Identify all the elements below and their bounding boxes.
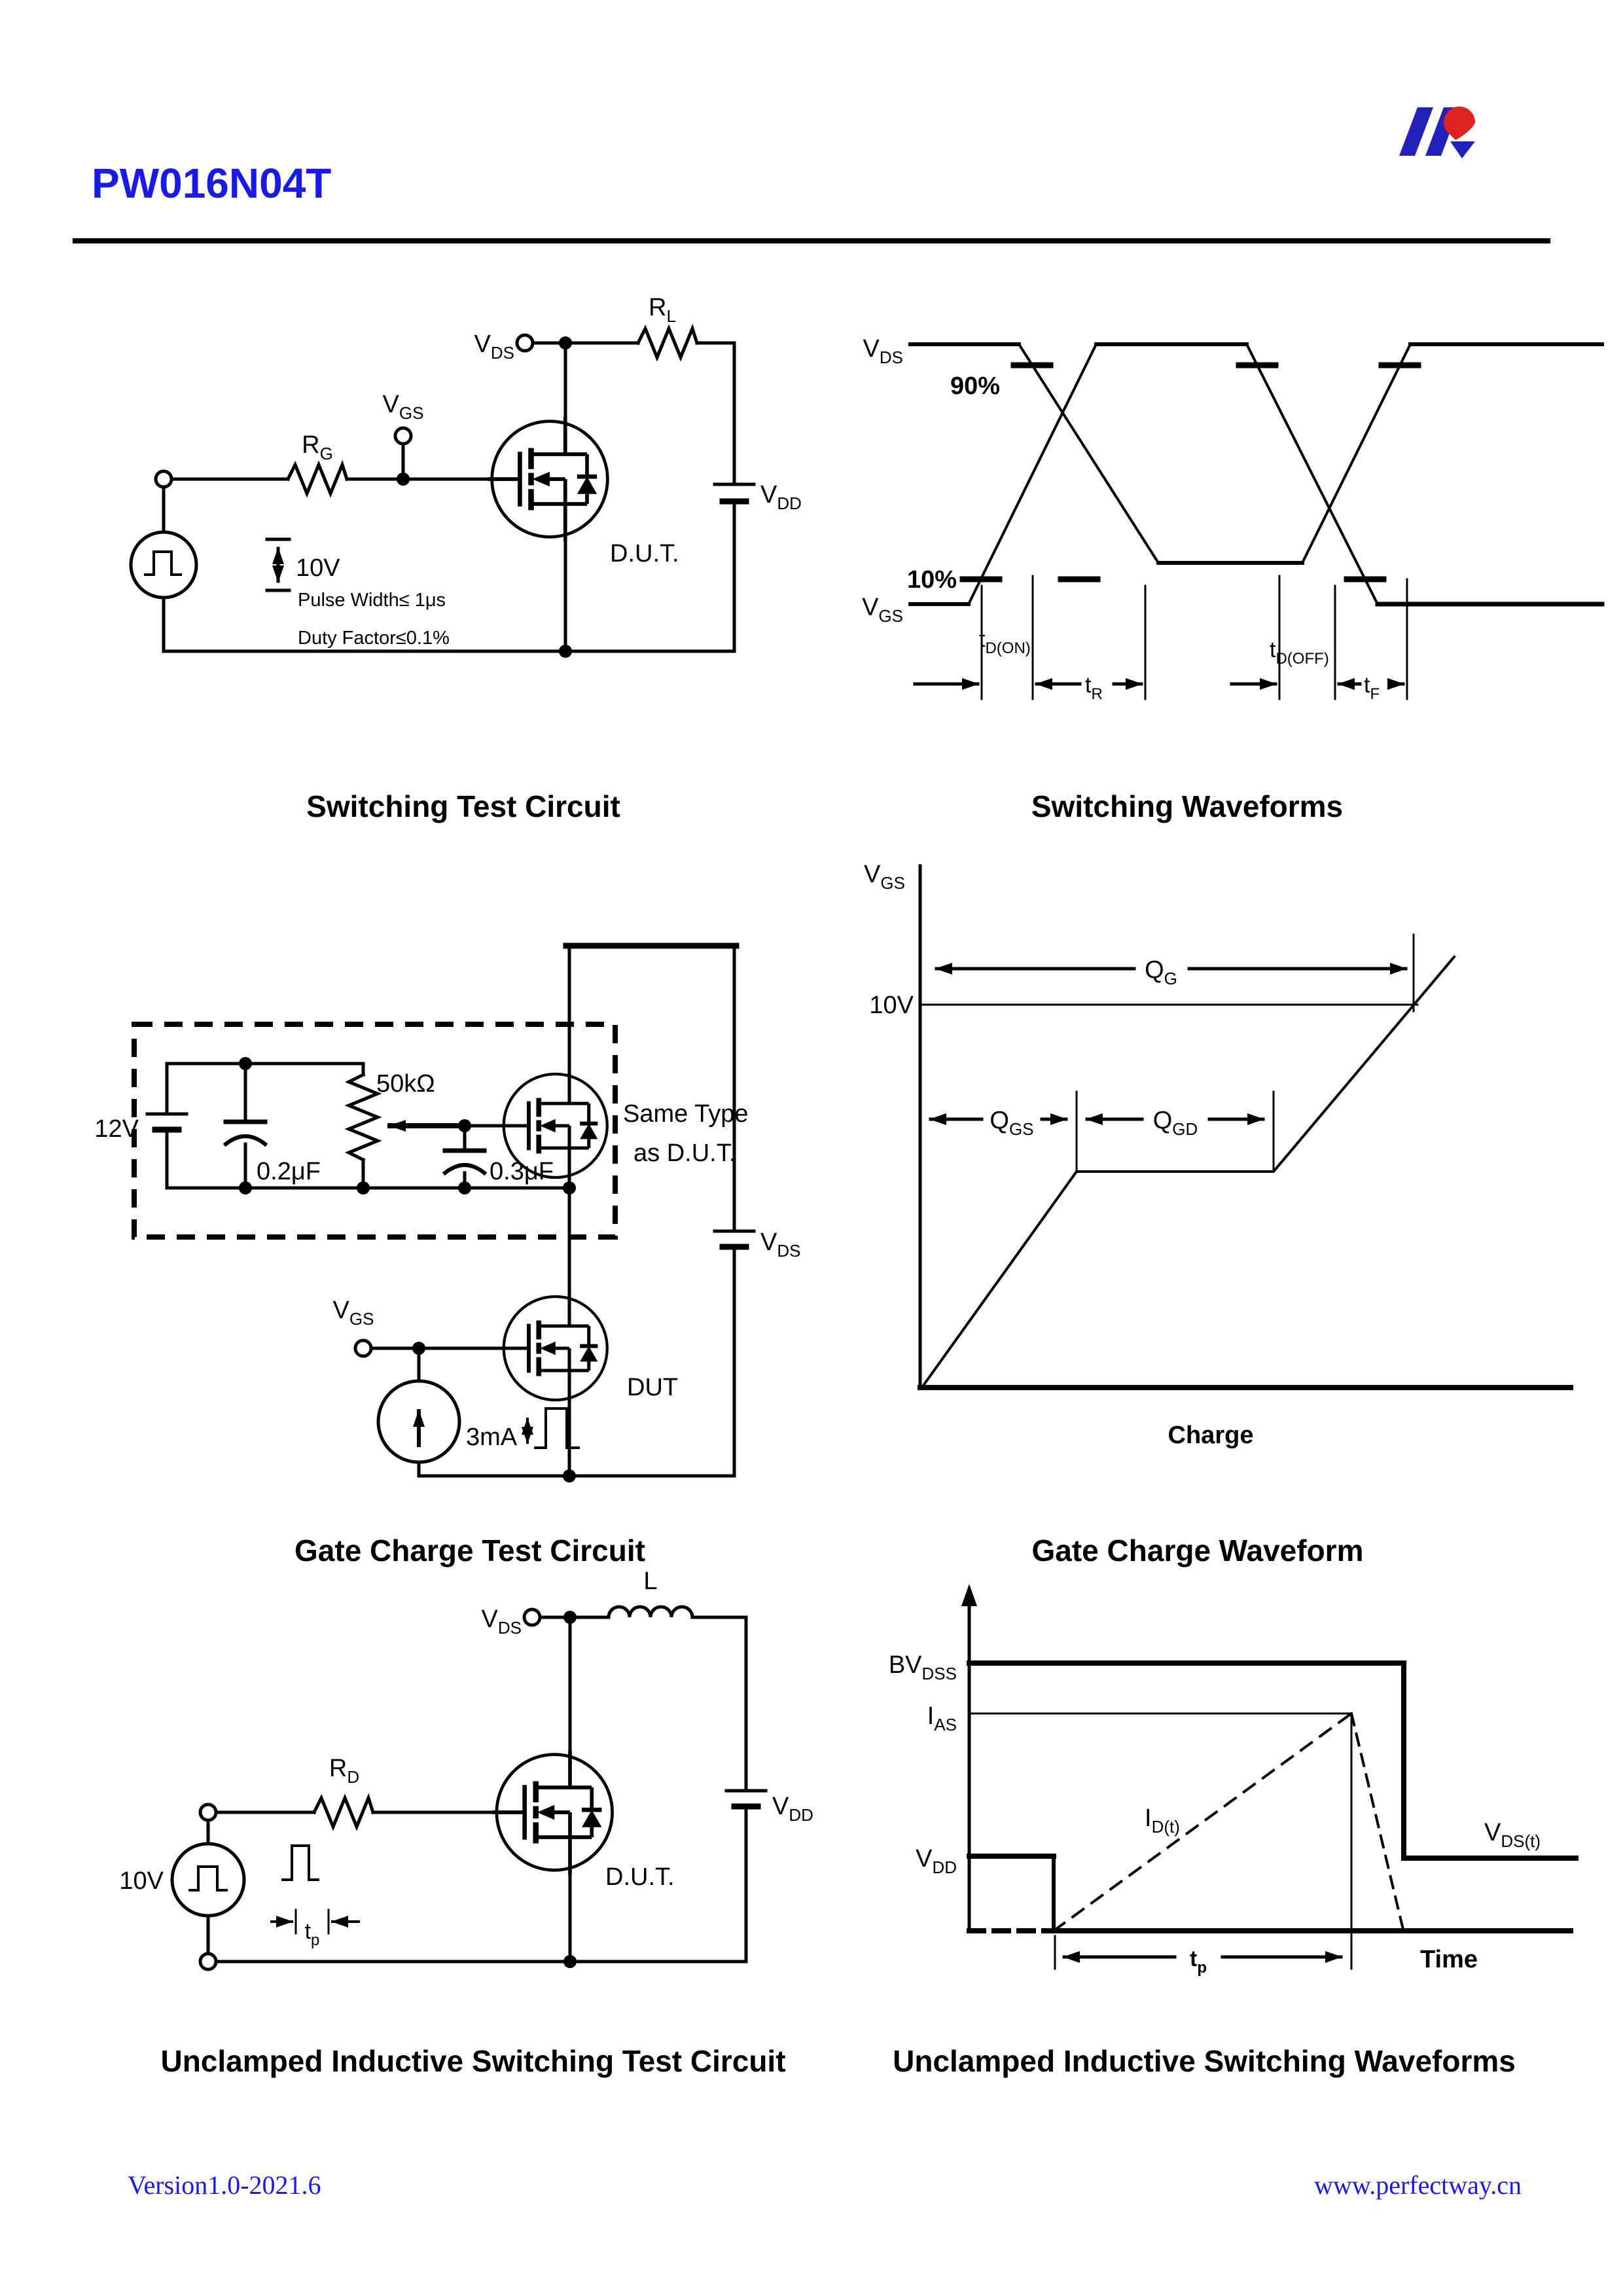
vdd-label: $V_{DD}$ [772,1793,813,1825]
fig-switching-waveforms [862,335,1602,823]
page-title: PW016N04T [92,160,332,207]
vgs-label: $V_{GS}$ [332,1297,374,1329]
rd-label: $R_D$ [329,1755,360,1787]
footer [128,2170,1522,2200]
vgs-terminal [395,428,411,444]
pulse-amplitude-label: 10V [119,1867,164,1895]
dut-mosfet-symbol [500,1293,607,1404]
fig-uis-test-circuit [119,1568,813,2078]
qgd-label: $Q_{GD}$ [1152,1107,1198,1139]
fig-gate-charge-test-circuit [94,946,800,1568]
pulse-width-note: Pulse Width≤ 1μs [298,590,446,611]
level-10v-label: 10V [869,992,914,1019]
rg-label: $R_G$ [302,431,333,463]
fig4-labels [864,861,1253,1449]
input-terminal [156,471,171,487]
charge-axis-label: Charge [1168,1422,1254,1449]
footer-website: www.perfectway.cn [1314,2170,1522,2200]
vds-terminal [524,1609,540,1625]
vds-axis-label: $V_{DS}$ [863,335,903,367]
current-3ma-label: 3mA [466,1424,518,1451]
fig5-caption: Unclamped Inductive Switching Test Circuit [160,2044,786,2078]
rl-label: $R_L$ [649,294,676,326]
vgs-axis-label: $V_{GS}$ [864,861,905,893]
inductor-label: L [643,1568,658,1595]
bvdss-label: $BV_{DSS}$ [888,1651,957,1683]
id-t-label: $I_{D(t)}$ [1145,1804,1180,1837]
td-off-label: $t_{D(OFF)}$ [1270,637,1329,668]
return-terminal [200,1954,216,1969]
vds-supply-label: $V_{DS}$ [760,1229,801,1261]
vgs-axis-label: $V_{GS}$ [862,594,903,626]
vds-label: $V_{DS}$ [474,331,514,363]
vdd-label: $V_{DD}$ [760,481,802,513]
dut-label: DUT [627,1374,679,1401]
tp-label: $t_p$ [304,1919,320,1949]
same-type-label-1: Same Type [623,1100,749,1128]
vgs-label: $V_{GS}$ [382,391,424,423]
cap-02uf-label: 0.2μF [257,1158,321,1185]
qgs-label: $Q_{GS}$ [990,1107,1034,1139]
tf-label: $t_F$ [1364,673,1380,703]
pulse-generator [172,1844,359,1933]
qg-label: $Q_G$ [1145,956,1177,988]
pulse-amplitude-label: 10V [296,554,340,582]
waveform-traces [969,1663,1576,1969]
same-type-label-2: as D.U.T. [633,1139,736,1167]
cap-03uf-label: 0.3μF [490,1158,554,1185]
fig2-caption: Switching Waveforms [1031,789,1344,823]
footer-version: Version1.0-2021.6 [128,2170,321,2200]
gate-input-terminal [200,1804,216,1820]
time-marker-lines [982,576,1407,699]
fig6-caption: Unclamped Inductive Switching Waveforms [893,2044,1516,2078]
duty-factor-note: Duty Factor≤0.1% [298,628,450,649]
fig1-caption: Switching Test Circuit [306,789,620,823]
fig-switching-test-circuit [131,294,802,823]
level-90-label: 90% [950,372,1000,400]
fig-gate-charge-waveform [864,861,1571,1568]
supply-12v-label: 12V [94,1115,139,1143]
fig-uis-waveforms [889,1584,1576,2078]
vgs-terminal [355,1340,371,1356]
fig5-labels [119,1568,813,1949]
dut-label: D.U.T. [610,540,679,567]
time-axis-label: Time [1420,1946,1478,1973]
fig3-caption: Gate Charge Test Circuit [294,1534,645,1568]
brand-logo-icon [1399,107,1475,158]
header [75,107,1548,241]
vds-label: $V_{DS}$ [481,1605,522,1638]
dut-mosfet-symbol [492,1750,612,1874]
fig4-caption: Gate Charge Waveform [1031,1534,1364,1568]
vds-t-label: $V_{DS(t)}$ [1484,1819,1541,1851]
vds-terminal [517,335,533,351]
circuit-wires [200,1607,766,1969]
vdd-label: $V_{DD}$ [916,1845,957,1877]
tr-label: $t_R$ [1085,673,1103,703]
circuit-wires [156,329,754,658]
ias-label: $I_{AS}$ [927,1702,957,1734]
waveform-traces [910,344,1602,604]
fig2-labels [862,335,1380,703]
pulse-generator [131,532,289,598]
tp-label: $t_p$ [1190,1946,1207,1977]
td-on-label: $t_{D(ON)}$ [979,627,1031,657]
gate-charge-curve [923,957,1454,1386]
mosfet-symbol [488,417,607,541]
pot-50k-label: 50kΩ [376,1070,435,1098]
dut-label: D.U.T. [605,1863,675,1891]
level-10-label: 10% [906,566,957,594]
